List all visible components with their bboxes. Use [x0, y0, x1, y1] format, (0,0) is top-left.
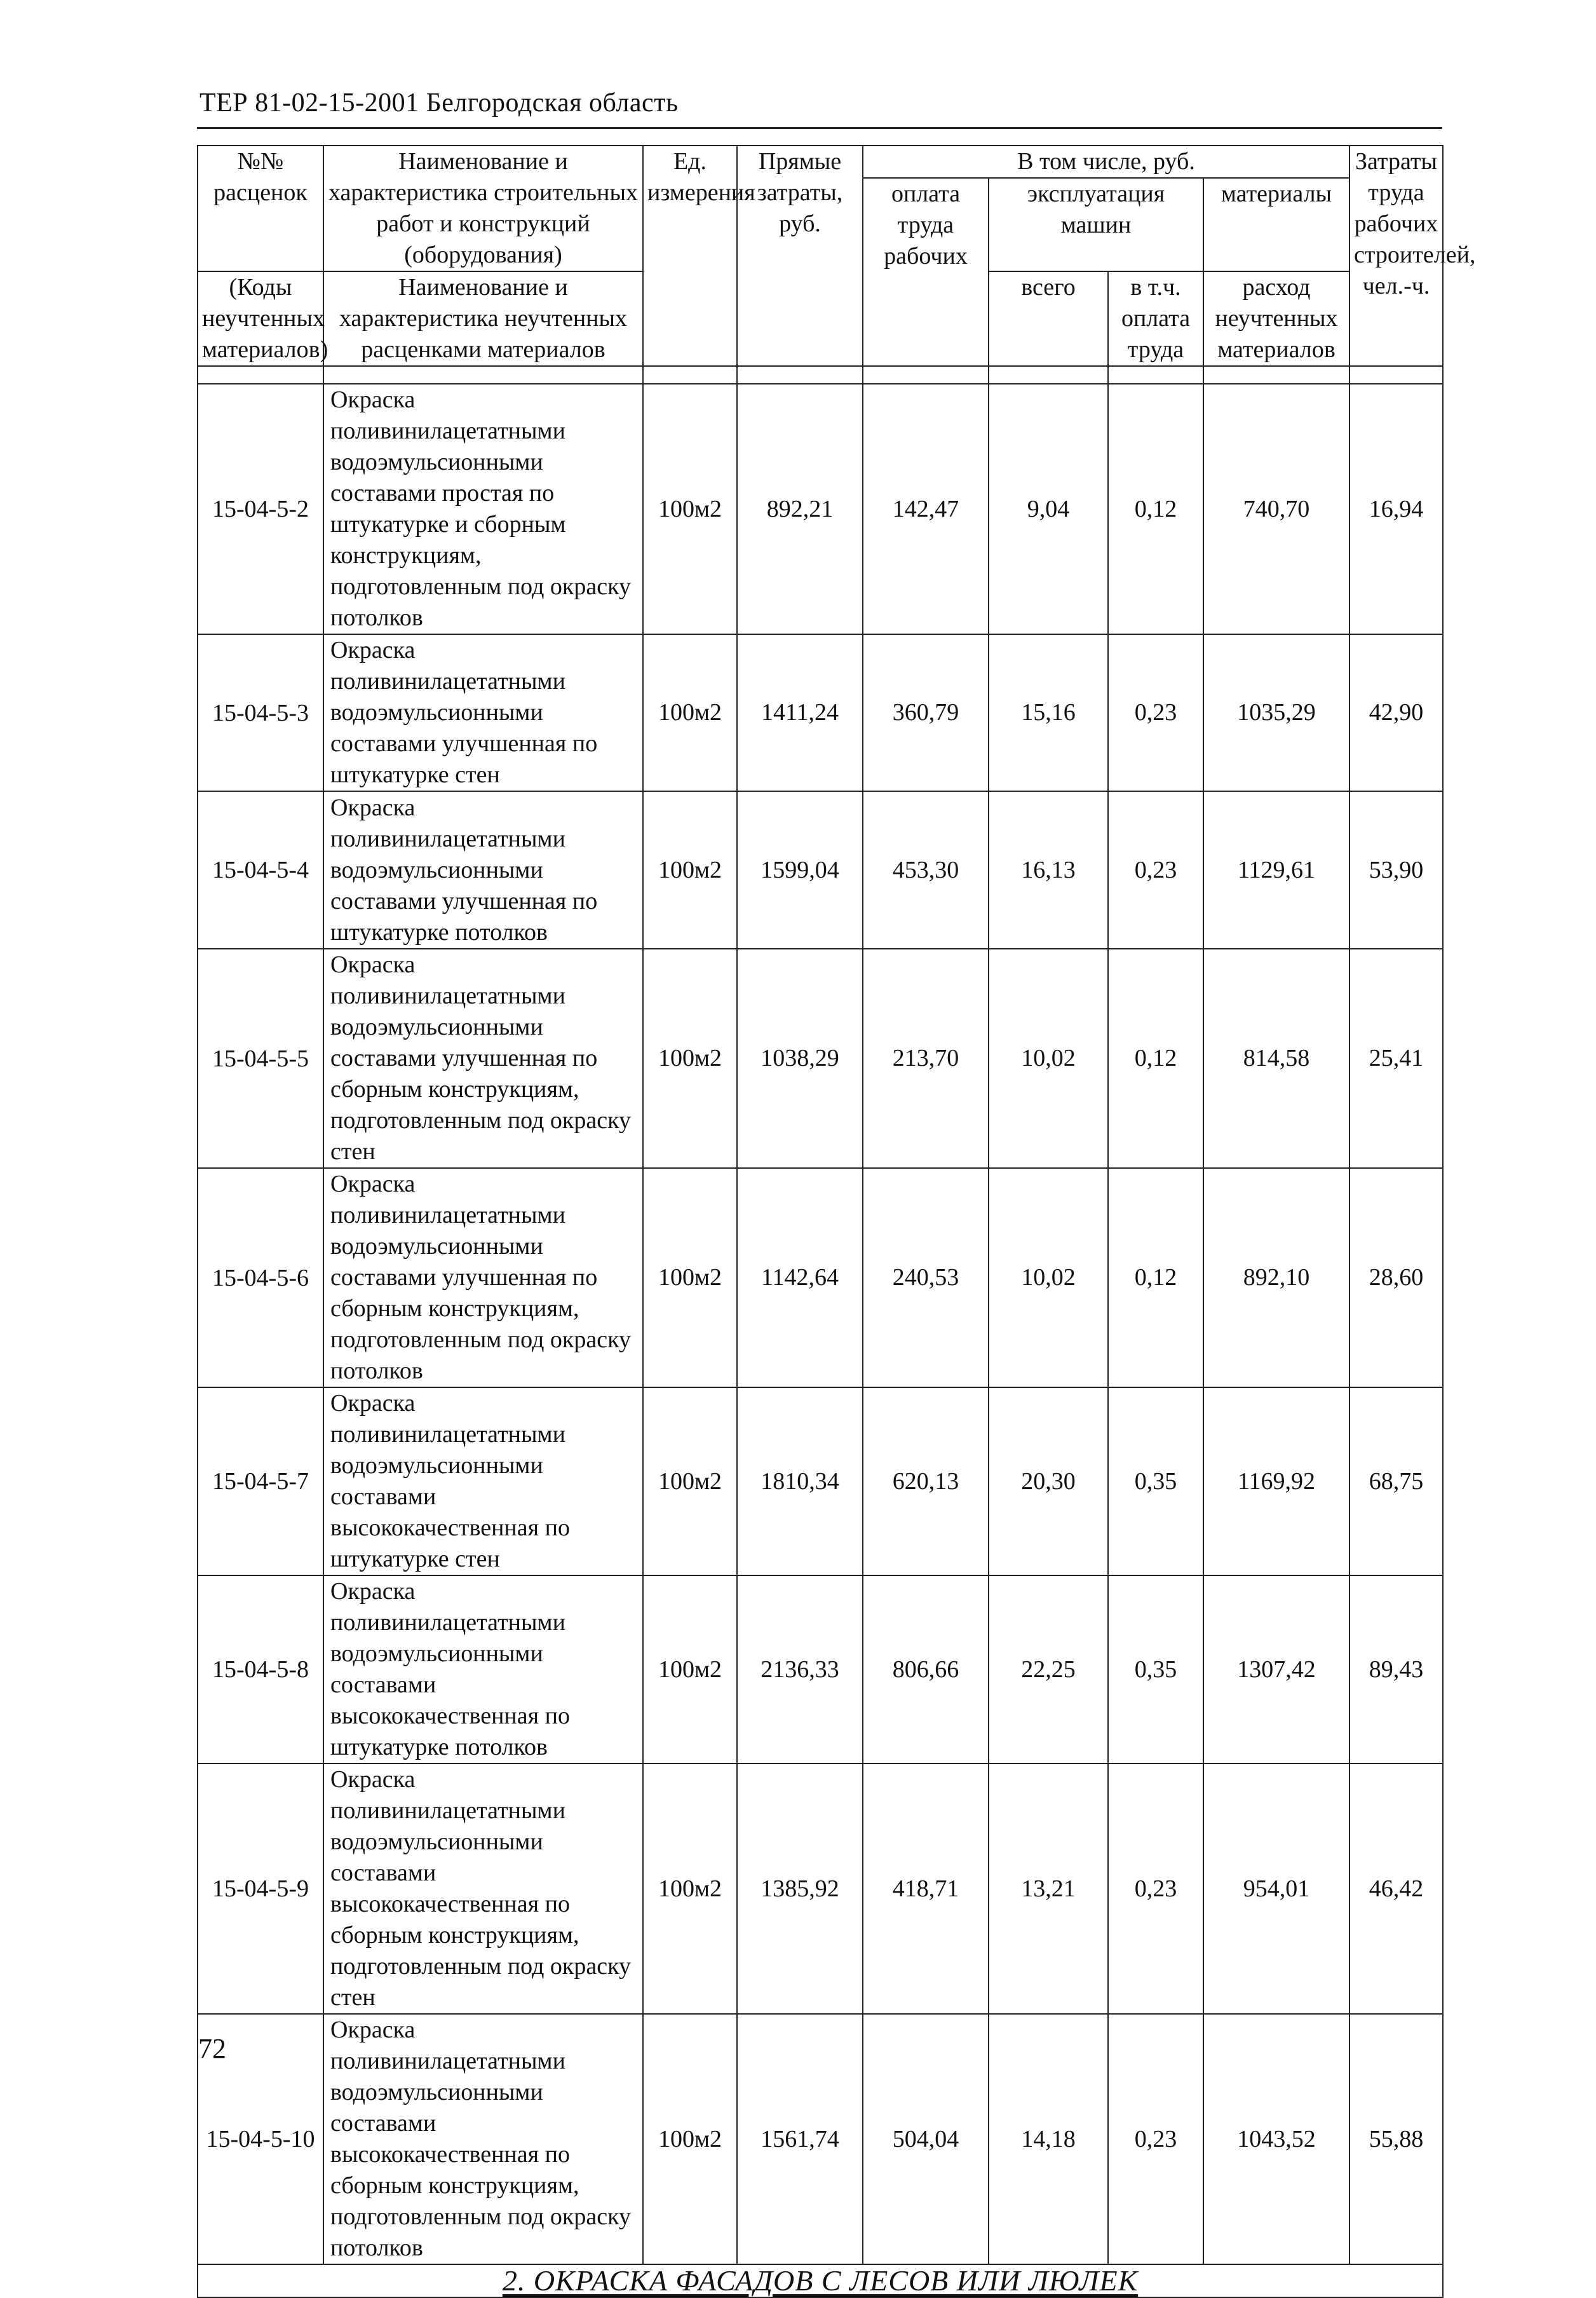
machines-labor-cell: 0,23	[1108, 791, 1203, 949]
work-description: Окраска поливинилацетатными водоэмульсионными составами улучшенная по сборным конструкциям, подготовленным под окраску потолков	[323, 1168, 643, 1387]
rate-code: 15-04-5-3	[198, 634, 323, 791]
work-description: Окраска поливинилацетатными водоэмульсионными составами высококачественная по штукатурке стен	[323, 1387, 643, 1575]
work-description: Окраска поливинилацетатными водоэмульсионными составами высококачественная по штукатурке потолков	[323, 1575, 643, 1764]
labor-hours-cell: 68,75	[1349, 1387, 1443, 1575]
section-heading-row	[198, 2264, 1443, 2297]
table-row	[198, 634, 1443, 791]
labor-pay-cell: 360,79	[863, 634, 989, 791]
table-row	[198, 1168, 1443, 1387]
materials-cell: 1043,52	[1203, 2014, 1349, 2264]
table-row	[198, 949, 1443, 1168]
rate-code: 15-04-5-8	[198, 1575, 323, 1764]
work-description: Окраска поливинилацетатными водоэмульсионными составами улучшенная по штукатурке стен	[323, 634, 643, 791]
materials-cell: 892,10	[1203, 1168, 1349, 1387]
rates-table	[197, 145, 1476, 2298]
section-title: 2. ОКРАСКА ФАСАДОВ С ЛЕСОВ ИЛИ ЛЮЛЕК	[502, 2264, 1139, 2297]
materials-cell: 740,70	[1203, 384, 1349, 634]
labor-pay-cell: 504,04	[863, 2014, 989, 2264]
header-labor-pay: оплата труда рабочих	[863, 178, 989, 366]
work-description: Окраска поливинилацетатными водоэмульсионными составами высококачественная по сборным конструкциям, подготовленным под окраску потолков	[323, 2014, 643, 2264]
machines-total-cell: 20,30	[989, 1387, 1108, 1575]
work-description: Окраска поливинилацетатными водоэмульсионными составами высококачественная по сборным конструкциям, подготовленным под окраску стен	[323, 1764, 643, 2014]
rate-code: 15-04-5-4	[198, 791, 323, 949]
header-name-alt: Наименование и характеристика неучтенных расценками материалов	[323, 271, 643, 366]
rate-code: 15-04-5-9	[198, 1764, 323, 2014]
machines-labor-cell: 0,12	[1108, 384, 1203, 634]
direct-costs-cell: 892,21	[737, 384, 863, 634]
machines-total-cell: 10,02	[989, 949, 1108, 1168]
labor-hours-cell: 89,43	[1349, 1575, 1443, 1764]
unit-cell: 100м2	[643, 791, 737, 949]
labor-hours-cell: 16,94	[1349, 384, 1443, 634]
work-description: Окраска поливинилацетатными водоэмульсионными составами улучшенная по сборным конструкциям, подготовленным под окраску стен	[323, 949, 643, 1168]
materials-cell: 1035,29	[1203, 634, 1349, 791]
table-row	[198, 384, 1443, 634]
unit-cell: 100м2	[643, 1168, 737, 1387]
labor-pay-cell: 142,47	[863, 384, 989, 634]
header-including: В том числе, руб.	[863, 146, 1349, 178]
materials-cell: 1129,61	[1203, 791, 1349, 949]
direct-costs-cell: 1385,92	[737, 1764, 863, 2014]
rate-code: 15-04-5-2	[198, 384, 323, 634]
rate-code: 15-04-5-7	[198, 1387, 323, 1575]
direct-costs-cell: 2136,33	[737, 1575, 863, 1764]
machines-total-cell: 14,18	[989, 2014, 1108, 2264]
direct-costs-cell: 1411,24	[737, 634, 863, 791]
machines-labor-cell: 0,35	[1108, 1387, 1203, 1575]
machines-total-cell: 10,02	[989, 1168, 1108, 1387]
machines-total-cell: 22,25	[989, 1575, 1108, 1764]
table-row	[198, 1764, 1443, 2014]
work-description: Окраска поливинилацетатными водоэмульсионными составами улучшенная по штукатурке потолков	[323, 791, 643, 949]
materials-cell: 814,58	[1203, 949, 1349, 1168]
header-machines: эксплуатация машин	[989, 178, 1203, 271]
machines-total-cell: 13,21	[989, 1764, 1108, 2014]
labor-hours-cell: 25,41	[1349, 949, 1443, 1168]
table-row	[198, 2014, 1443, 2264]
header-row-1	[198, 146, 1443, 178]
machines-labor-cell: 0,23	[1108, 634, 1203, 791]
unit-cell: 100м2	[643, 1387, 737, 1575]
labor-pay-cell: 620,13	[863, 1387, 989, 1575]
direct-costs-cell: 1561,74	[737, 2014, 863, 2264]
labor-pay-cell: 213,70	[863, 949, 989, 1168]
work-description: Окраска поливинилацетатными водоэмульсионными составами простая по штукатурке и сборным конструкциям, подготовленным под окраску потолков	[323, 384, 643, 634]
labor-hours-cell: 28,60	[1349, 1168, 1443, 1387]
machines-labor-cell: 0,35	[1108, 1575, 1203, 1764]
unit-cell: 100м2	[643, 384, 737, 634]
machines-total-cell: 9,04	[989, 384, 1108, 634]
header-code-main: №№ расценок	[198, 146, 323, 271]
unit-cell: 100м2	[643, 634, 737, 791]
unit-cell: 100м2	[643, 1764, 737, 2014]
labor-hours-cell: 53,90	[1349, 791, 1443, 949]
unit-cell: 100м2	[643, 949, 737, 1168]
direct-costs-cell: 1810,34	[737, 1387, 863, 1575]
header-materials-alt: расход неучтенных материалов	[1203, 271, 1349, 366]
labor-pay-cell: 806,66	[863, 1575, 989, 1764]
header-name-main: Наименование и характеристика строительных работ и конструкций (оборудования)	[323, 146, 643, 271]
materials-cell: 1169,92	[1203, 1387, 1349, 1575]
header-code-alt: (Коды неучтенных материалов)	[198, 271, 323, 366]
labor-pay-cell: 240,53	[863, 1168, 989, 1387]
unit-cell: 100м2	[643, 1575, 737, 1764]
header-machines-total: всего	[989, 271, 1108, 366]
labor-hours-cell: 46,42	[1349, 1764, 1443, 2014]
materials-cell: 1307,42	[1203, 1575, 1349, 1764]
labor-hours-cell: 42,90	[1349, 634, 1443, 791]
labor-hours-cell: 55,88	[1349, 2014, 1443, 2264]
header-materials: материалы	[1203, 178, 1349, 271]
table-row	[198, 1387, 1443, 1575]
page-number: 72	[198, 2033, 226, 2064]
rate-code: 15-04-5-10	[198, 2014, 323, 2264]
direct-costs-cell: 1038,29	[737, 949, 863, 1168]
labor-pay-cell: 418,71	[863, 1764, 989, 2014]
header-direct-costs: Прямые затраты, руб.	[737, 146, 863, 366]
header-divider	[197, 127, 1442, 129]
header-gap	[198, 366, 1443, 384]
machines-labor-cell: 0,12	[1108, 949, 1203, 1168]
direct-costs-cell: 1599,04	[737, 791, 863, 949]
machines-total-cell: 16,13	[989, 791, 1108, 949]
header-labor-hours: Затраты труда рабочих строителей, чел.-ч.	[1349, 146, 1443, 366]
header-machines-labor: в т.ч. оплата труда	[1108, 271, 1203, 366]
unit-cell: 100м2	[643, 2014, 737, 2264]
direct-costs-cell: 1142,64	[737, 1168, 863, 1387]
materials-cell: 954,01	[1203, 1764, 1349, 2014]
machines-labor-cell: 0,23	[1108, 2014, 1203, 2264]
rate-code: 15-04-5-6	[198, 1168, 323, 1387]
labor-pay-cell: 453,30	[863, 791, 989, 949]
rate-code: 15-04-5-5	[198, 949, 323, 1168]
document-header: ТЕР 81-02-15-2001 Белгородская область	[200, 88, 679, 118]
table-row	[198, 1575, 1443, 1764]
machines-total-cell: 15,16	[989, 634, 1108, 791]
machines-labor-cell: 0,23	[1108, 1764, 1203, 2014]
machines-labor-cell: 0,12	[1108, 1168, 1203, 1387]
table-row	[198, 791, 1443, 949]
header-unit: Ед. измерения	[643, 146, 737, 366]
